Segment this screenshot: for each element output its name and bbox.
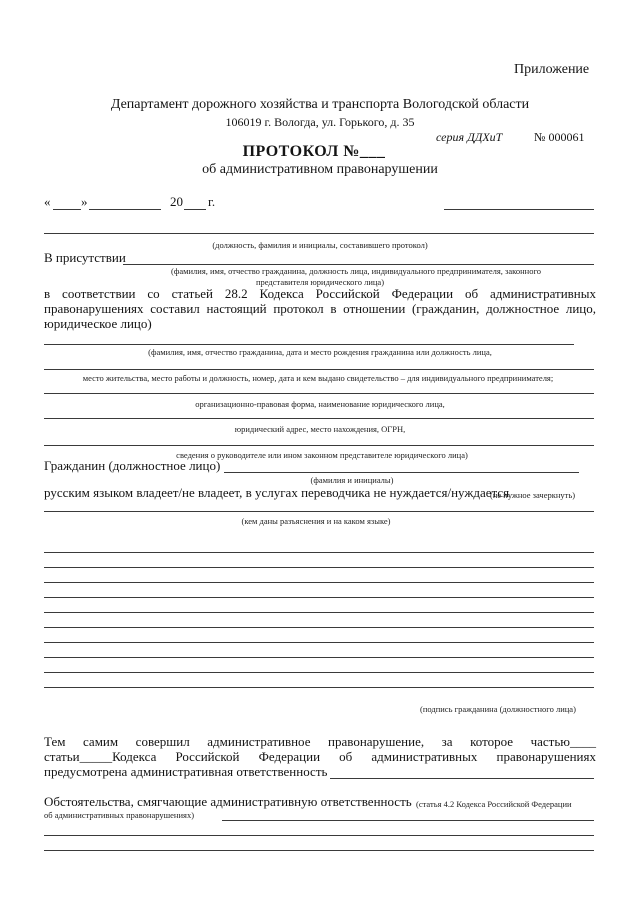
article-line1: в соответствии со статьей 28.2 Кодекса Российской Федерации об административных [44, 286, 596, 301]
citizen-birth-caption: (фамилия, имя, отчество гражданина, дата и место рождения гражданина или должность лица, [148, 347, 492, 357]
liability-blank[interactable] [330, 778, 594, 779]
description-line[interactable] [44, 627, 594, 628]
description-line[interactable] [44, 672, 594, 673]
offence-line1: Тем самим совершил административное правонарушение, за которое частью____ [44, 734, 596, 749]
article-line3: юридическое лицо) [44, 316, 152, 331]
legal-address-blank[interactable] [44, 418, 594, 419]
citizen-name-blank[interactable] [224, 472, 579, 473]
mitigating-blank-3[interactable] [44, 850, 594, 851]
form-number: № 000061 [534, 130, 585, 144]
description-line[interactable] [44, 567, 594, 568]
protocol-title: ПРОТОКОЛ №___ [242, 143, 386, 160]
description-line[interactable] [44, 657, 594, 658]
representative-caption: сведения о руководителе или ином законном представителе юридического лица) [176, 450, 468, 460]
offence-line2: статьи_____Кодекса Российской Федерации об административных правонарушениях [44, 749, 596, 764]
citizen-birth-blank[interactable] [44, 344, 574, 345]
article-line2: правонарушениях составил настоящий протокол в отношении (гражданин, должностное лицо, [44, 301, 596, 316]
residence-caption: место жительства, место работы и должность, номер, дата и кем выдано свидетельство – для индивидуального предпринимателя; [82, 373, 554, 383]
mitigating-note-line2: об административных правонарушениях) [44, 810, 195, 820]
date-close-quote: » [81, 194, 88, 209]
citizen-name-caption: (фамилия и инициалы) [310, 475, 394, 485]
description-line[interactable] [44, 582, 594, 583]
language-statement: русским языком владеет/не владеет, в услугах переводчика не нуждается/нуждается [44, 485, 510, 500]
residence-blank[interactable] [44, 369, 594, 370]
mitigating-label: Обстоятельства, смягчающие административную ответственность [44, 794, 412, 809]
description-line[interactable] [44, 597, 594, 598]
date-open-quote: « [44, 194, 51, 209]
explained-caption: (кем даны разъяснения и на каком языке) [241, 516, 391, 526]
mitigating-blank[interactable] [222, 820, 594, 821]
description-line[interactable] [44, 687, 594, 688]
citizen-label: Гражданин (должностное лицо) [44, 458, 221, 473]
day-blank[interactable] [53, 209, 81, 210]
year-blank[interactable] [184, 209, 206, 210]
presence-caption-line1: (фамилия, имя, отчество гражданина, должность лица, индивидуального предпринимателя, законного [171, 266, 541, 276]
legal-form-caption: организационно-правовая форма, наименование юридического лица, [195, 399, 445, 409]
explained-blank[interactable] [44, 511, 594, 512]
protocol-subtitle: об административном правонарушении [202, 162, 438, 177]
presence-caption-line2: представителя юридического лица) [255, 277, 385, 287]
presence-blank[interactable] [123, 264, 594, 265]
representative-blank[interactable] [44, 445, 594, 446]
legal-form-blank[interactable] [44, 393, 594, 394]
legal-address-caption: юридический адрес, место нахождения, ОГРН, [234, 424, 406, 434]
compiler-caption: (должность, фамилия и инициалы, составившего протокол) [212, 240, 428, 250]
language-note: (не нужное зачеркнуть) [490, 490, 576, 500]
year-prefix: 20 [170, 194, 183, 209]
description-line[interactable] [44, 552, 594, 553]
place-blank[interactable] [444, 209, 594, 210]
description-line[interactable] [44, 612, 594, 613]
department-name: Департамент дорожного хозяйства и транспорта Вологодской области [110, 97, 530, 112]
presence-label: В присутствии [44, 250, 126, 265]
department-address: 106019 г. Вологда, ул. Горького, д. 35 [225, 115, 415, 129]
form-series: серия ДДХиТ [436, 130, 503, 144]
mitigating-note-line1: (статья 4.2 Кодекса Российской Федерации [416, 799, 572, 809]
signature-caption: (подпись гражданина (должностного лица) [420, 704, 576, 714]
offence-line3: предусмотрена административная ответственность [44, 764, 328, 779]
compiler-blank[interactable] [44, 233, 594, 234]
month-blank[interactable] [89, 209, 161, 210]
description-line[interactable] [44, 642, 594, 643]
year-suffix: г. [208, 194, 216, 209]
mitigating-blank-2[interactable] [44, 835, 594, 836]
appendix-label: Приложение [514, 62, 590, 77]
